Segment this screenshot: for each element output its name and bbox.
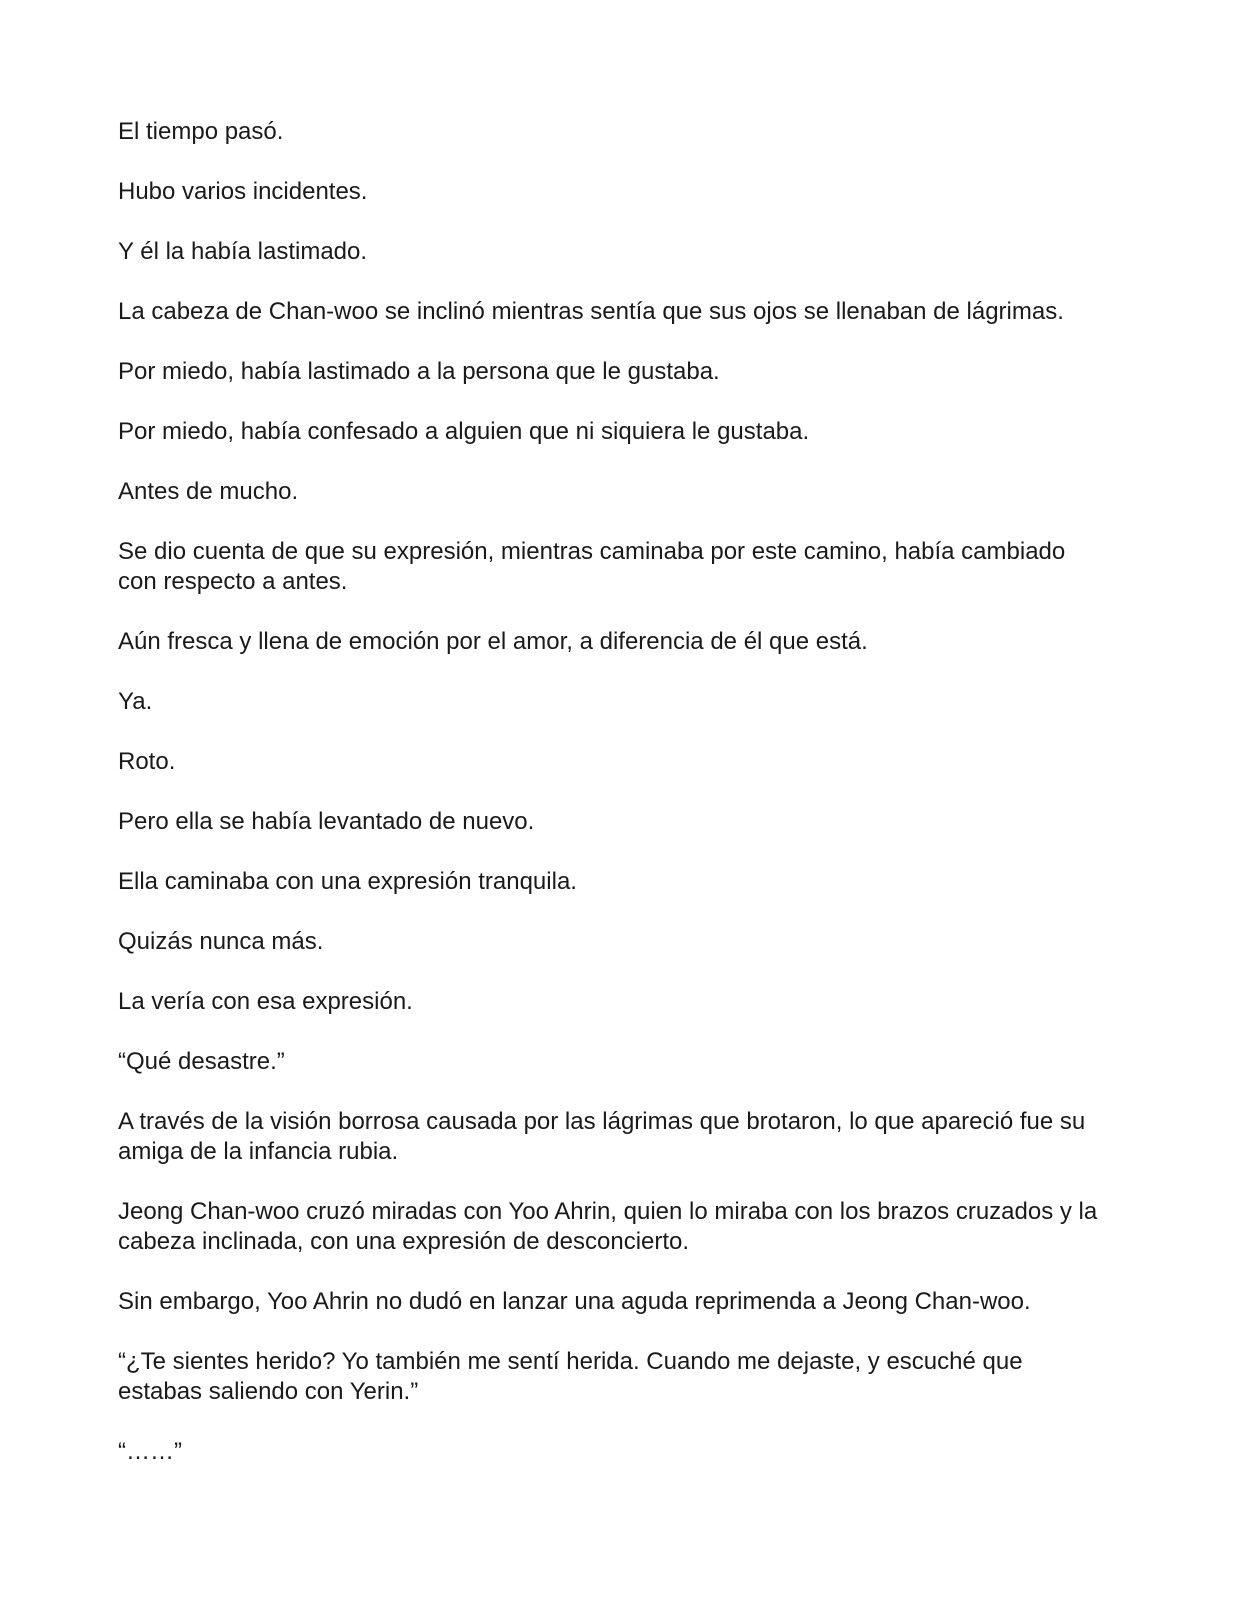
- paragraph: El tiempo pasó.: [118, 118, 284, 145]
- paragraph: La vería con esa expresión.: [118, 988, 413, 1015]
- paragraph: Pero ella se había levantado de nuevo.: [118, 808, 535, 835]
- paragraph: “¿Te sientes herido? Yo también me sentí herida. Cuando me dejaste, y escuché que estabas saliendo con Yerin.”: [118, 1348, 1023, 1405]
- paragraph: Por miedo, había lastimado a la persona que le gustaba.: [118, 358, 720, 385]
- paragraph: Quizás nunca más.: [118, 928, 324, 955]
- paragraph: Ella caminaba con una expresión tranquila.: [118, 868, 577, 895]
- paragraph: A través de la visión borrosa causada por las lágrimas que brotaron, lo que apareció fue su amiga de la infancia rubia.: [118, 1108, 1086, 1165]
- paragraph: Aún fresca y llena de emoción por el amor, a diferencia de él que está.: [118, 628, 868, 655]
- paragraph: Hubo varios incidentes.: [118, 178, 368, 205]
- paragraph: Jeong Chan-woo cruzó miradas con Yoo Ahrin, quien lo miraba con los brazos cruzados y la cabeza inclinada, con una expresión de desconcierto.: [118, 1198, 1098, 1255]
- paragraph: Por miedo, había confesado a alguien que ni siquiera le gustaba.: [118, 418, 810, 445]
- paragraph: “Qué desastre.”: [118, 1048, 285, 1075]
- paragraph: Antes de mucho.: [118, 478, 299, 505]
- paragraph: Ya.: [118, 688, 153, 715]
- paragraph: La cabeza de Chan-woo se inclinó mientras sentía que sus ojos se llenaban de lágrimas.: [118, 298, 1064, 325]
- paragraph: Sin embargo, Yoo Ahrin no dudó en lanzar una aguda reprimenda a Jeong Chan-woo.: [118, 1288, 1031, 1315]
- paragraph: Y él la había lastimado.: [118, 238, 368, 265]
- document-body: [118, 117, 1108, 1497]
- paragraph: Roto.: [118, 748, 176, 775]
- paragraph: “……”: [118, 1438, 182, 1465]
- paragraph: Se dio cuenta de que su expresión, mientras caminaba por este camino, había cambiado con respecto a antes.: [118, 538, 1066, 595]
